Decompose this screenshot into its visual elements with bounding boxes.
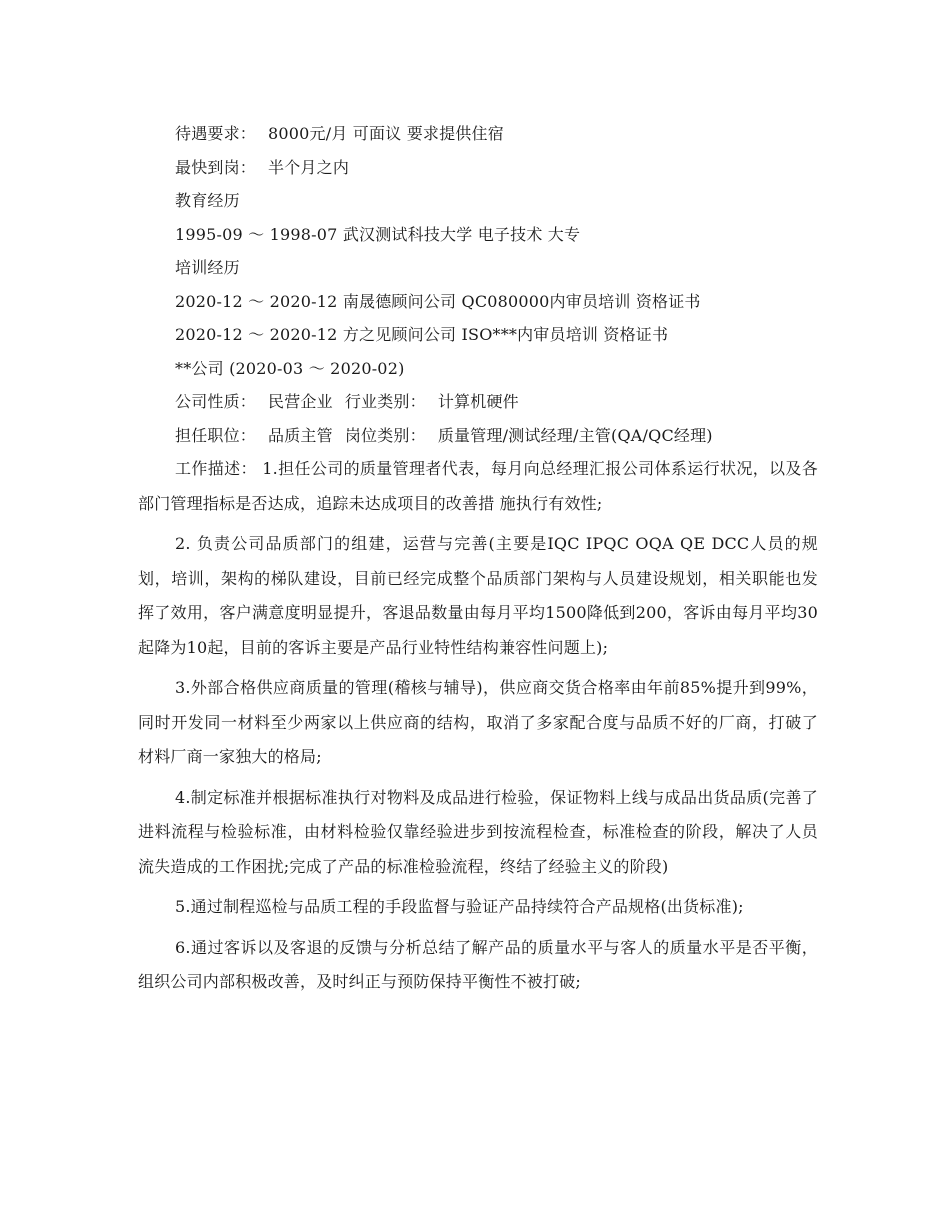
education-entry: 1995-09 ～ 1998-07 武汉测试科技大学 电子技术 大专 [175, 224, 581, 244]
start-line [138, 151, 818, 185]
resume-body [138, 117, 818, 1000]
job-category-value: 质量管理/测试经理/主管(QA/QC经理) [437, 425, 713, 445]
position-line [138, 419, 818, 453]
industry-value: 计算机硬件 [437, 392, 519, 411]
company-nature-line [138, 385, 818, 419]
training-entry: 2020-12 ～ 2020-12 方之见顾问公司 ISO***内审员培训 资格证书 [175, 325, 669, 344]
work-paragraph: 4.制定标准并根据标准执行对物料及成品进行检验，保证物料上线与成品出货品质(完善了进料流程与检验标准，由材料检验仅靠经验进步到按流程检查，标准检查的阶段，解决了人员流失造成的工作困扰;完成了产品的标准检验流程，终结了经验主义的阶段) [138, 787, 818, 876]
work-paragraph: 工作描述： 1.担任公司的质量管理者代表，每月向总经理汇报公司体系运行状况，以及各部门管理指标是否达成，追踪未达成项目的改善措 施执行有效性; [138, 459, 818, 513]
work-paragraph: 3.外部合格供应商质量的管理(稽核与辅导)，供应商交货合格率由年前85%提升到99%，同时开发同一材料至少两家以上供应商的结构，取消了多家配合度与品质不好的厂商，打破了材料厂商一家独大的格局; [138, 678, 818, 766]
work-paragraph: 6.通过客诉以及客退的反馈与分析总结了解产品的质量水平与客人的质量水平是否平衡，组织公司内部积极改善，及时纠正与预防保持平衡性不被打破; [138, 937, 818, 991]
company-line: **公司 (2020-03 ～ 2020-02) [175, 358, 405, 378]
salary-line [138, 117, 818, 151]
industry-label: 行业类别： [344, 392, 426, 411]
company-nature-value: 民营企业 [268, 392, 333, 411]
work-paragraph: 5.通过制程巡检与品质工程的手段监督与验证产品持续符合产品规格(出货标准); [175, 897, 744, 916]
company-nature-label: 公司性质： [175, 392, 257, 411]
training-entry: 2020-12 ～ 2020-12 南晟德顾问公司 QC080000内审员培训 资格证书 [175, 291, 701, 311]
work-paragraph: 2. 负责公司品质部门的组建，运营与完善(主要是IQC IPQC OQA QE DCC人员的规划，培训，架构的梯队建设，目前已经完成整个品质部门架构与人员建设规划，相关职能也发挥了效用，客户满意度明显提升，客退品数量由每月平均1500降低到200，客诉由每月平均30起降为10起，目前的客诉主要是产品行业特性结构兼容性问题上); [138, 534, 818, 657]
start-value: 半个月之内 [268, 157, 350, 177]
salary-value: 8000元/月 可面议 要求提供住宿 [268, 124, 504, 143]
job-category-label: 岗位类别： [344, 425, 426, 445]
training-heading: 培训经历 [175, 258, 240, 277]
education-heading: 教育经历 [175, 191, 240, 210]
position-value: 品质主管 [268, 425, 333, 445]
start-label: 最快到岗： [175, 157, 257, 177]
salary-label: 待遇要求： [175, 124, 257, 143]
position-label: 担任职位： [175, 425, 257, 445]
